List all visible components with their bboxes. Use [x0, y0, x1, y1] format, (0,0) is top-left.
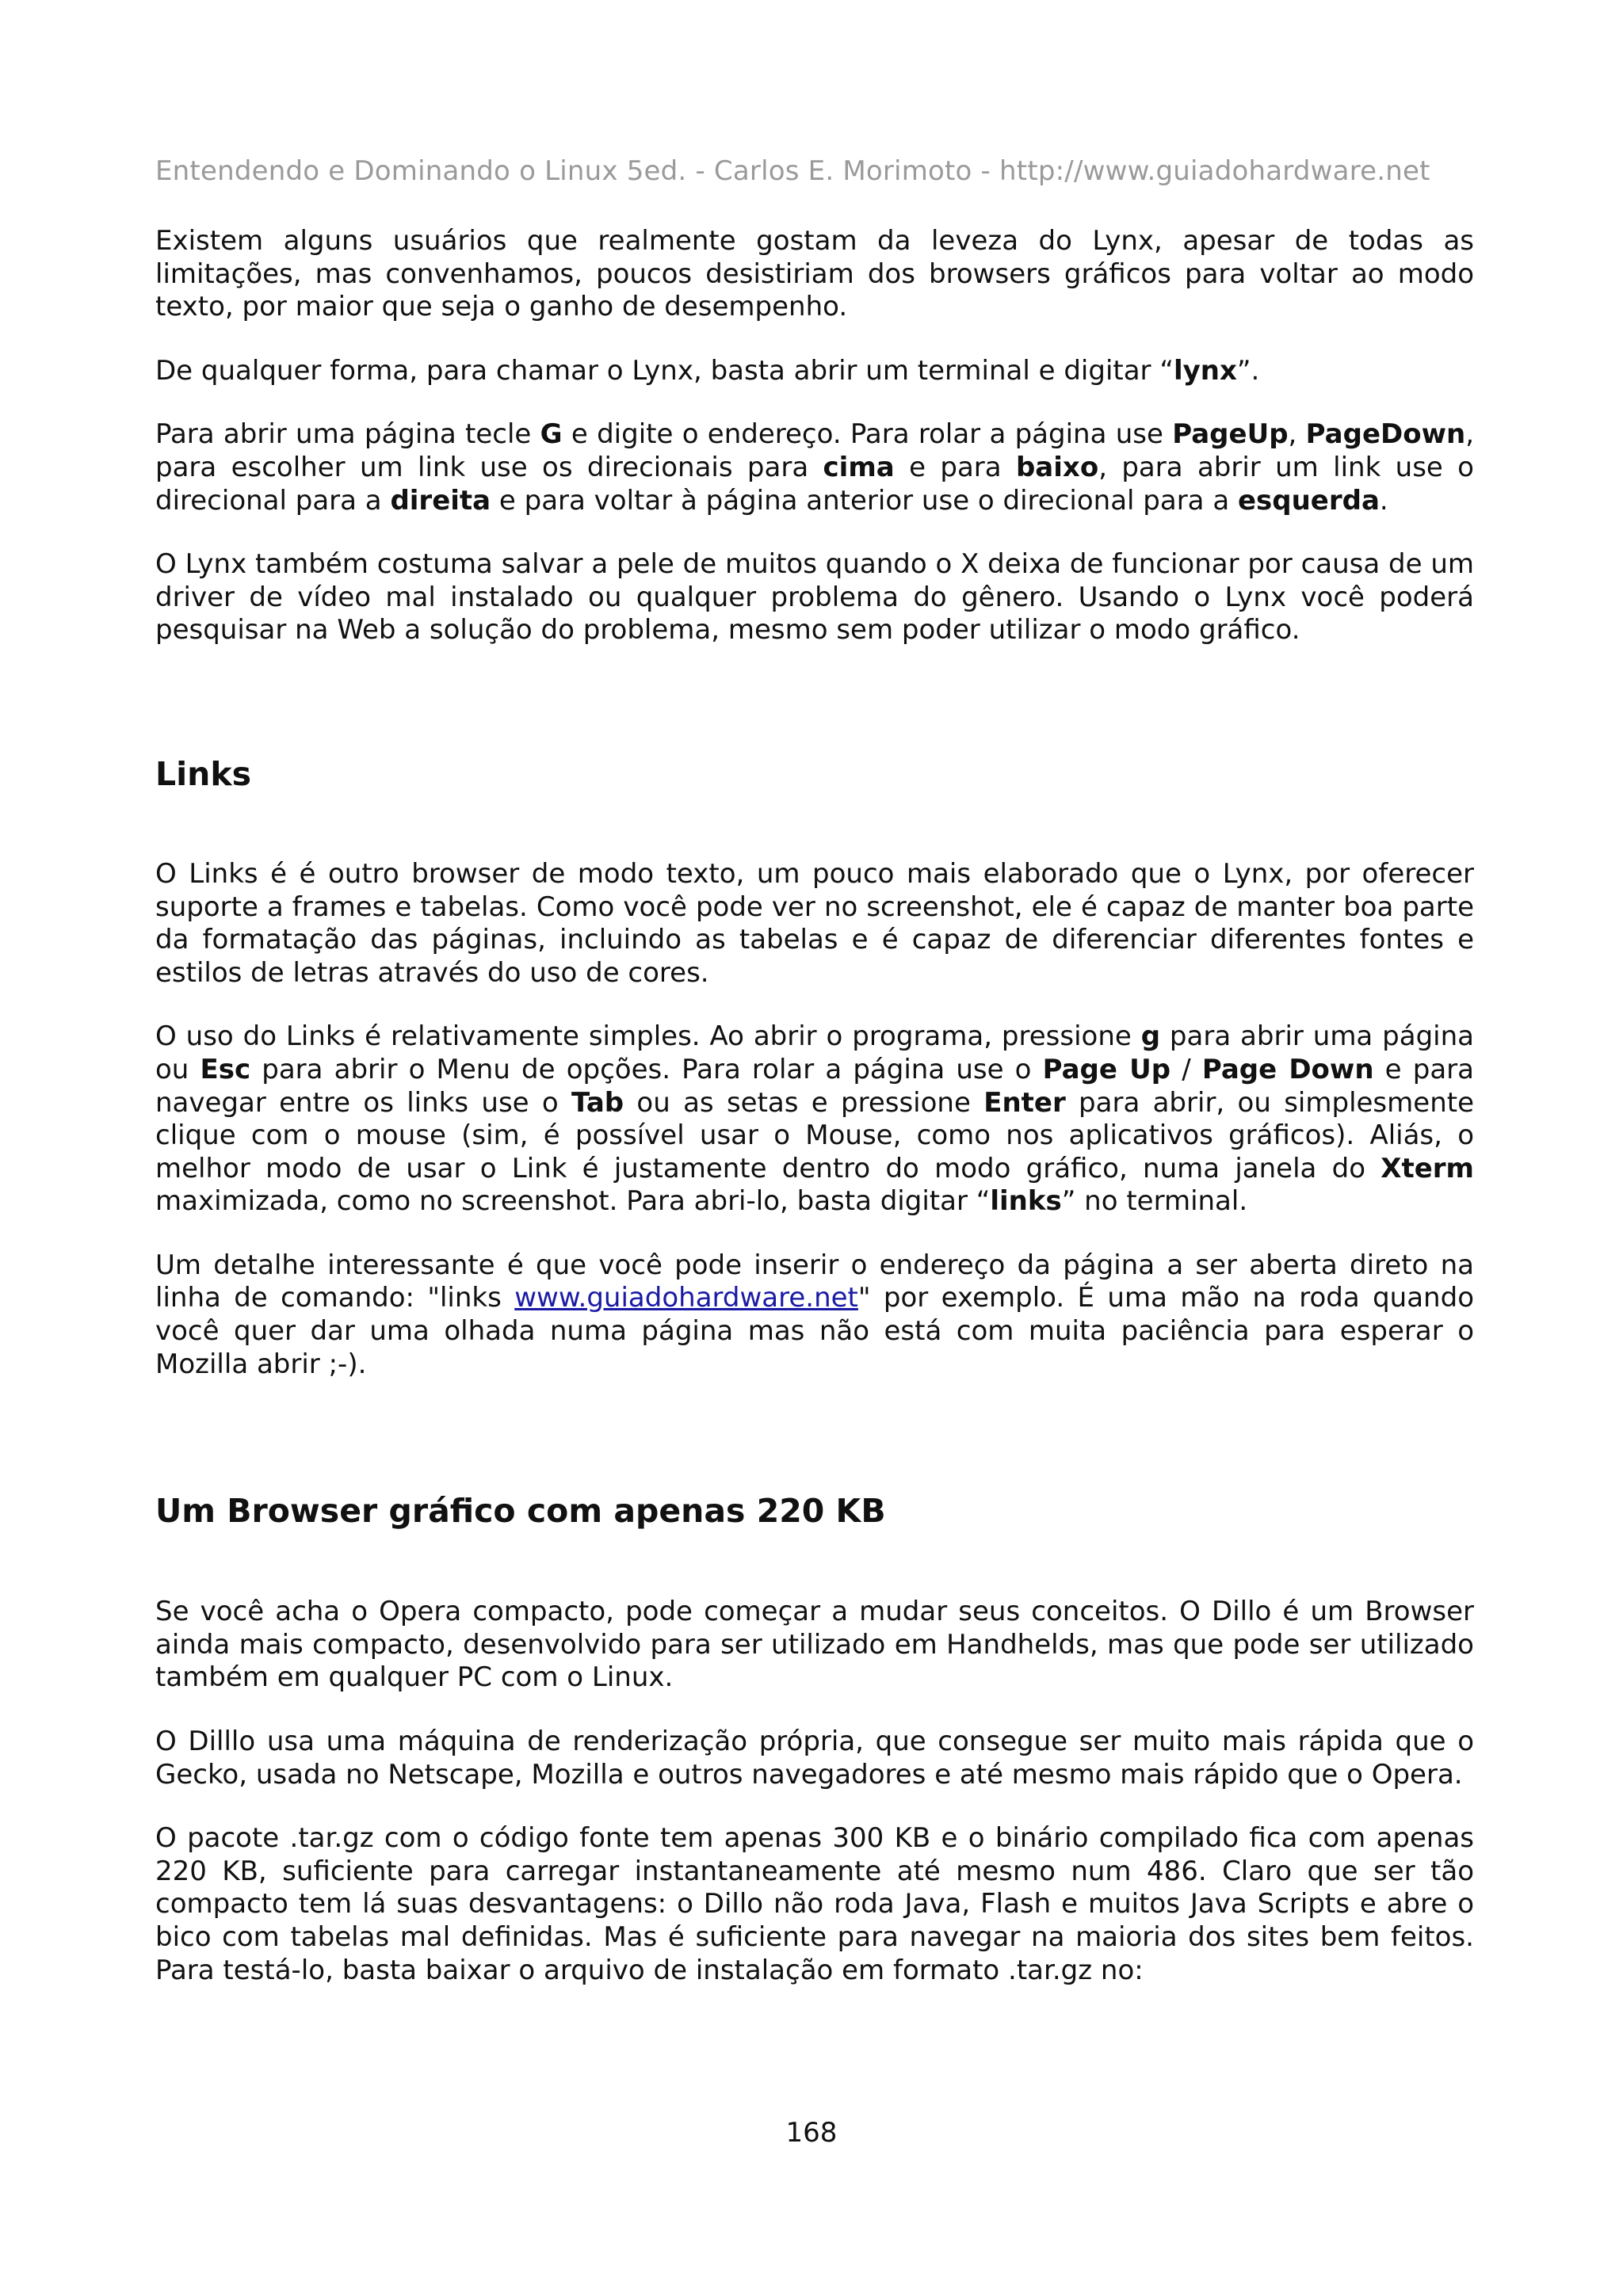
key-g: G [540, 418, 563, 451]
text-run: e digite o endereço. Para rolar a página use [562, 418, 1173, 451]
key-esc: Esc [200, 1053, 251, 1085]
lynx-paragraph-3 [155, 418, 1474, 517]
direction-cima: cima [823, 451, 895, 483]
text-run: ” no terminal. [1061, 1185, 1248, 1218]
text-run: ou as setas e pressione [624, 1086, 984, 1119]
text-run: , [1288, 418, 1306, 451]
lynx-paragraph-1: Existem alguns usuários que realmente gostam da leveza do Lynx, apesar de todas as limitações, mas convenhamos, poucos desistiriam dos browsers gráficos para voltar ao modo texto, por maior que seja o ganho de desempenho. [155, 225, 1474, 323]
running-header: Entendendo e Dominando o Linux 5ed. - Carlos E. Morimoto - http://www.guiadohardware.net [155, 155, 1430, 187]
section-title-links: Links [155, 754, 252, 793]
key-page-down: Page Down [1201, 1053, 1374, 1085]
lynx-paragraph-2 [155, 355, 1474, 388]
text-run: , para abrir um link use o direcional para a [155, 451, 1474, 517]
page-body [155, 225, 1474, 2018]
links-paragraph-1: O Links é é outro browser de modo texto, um pouco mais elaborado que o Lynx, por oferecer suporte a frames e tabelas. Como você pode ver no screenshot, ele é capaz de manter boa parte da formatação das páginas, incluindo as tabelas e é capaz de diferenciar diferentes fontes e estilos de letras através do uso de cores. [155, 857, 1474, 989]
text-run: para abrir, ou simplesmente clique com o mouse (sim, é possível usar o Mouse, como nos aplicativos gráficos). Aliás, o melhor modo de usar o Link é justamente dentro do modo gráfico, numa janela do [155, 1086, 1474, 1184]
text-run: " por exemplo. É uma mão na roda quando você quer dar uma olhada numa página mas não está com muita paciência para esperar o Mozilla abrir ;-). [155, 1282, 1474, 1380]
section-spacer [155, 794, 1474, 858]
key-page-up: Page Up [1042, 1053, 1171, 1085]
text-run: Para abrir uma página tecle [155, 418, 540, 451]
key-g: g [1140, 1020, 1161, 1053]
text-run: . [1379, 484, 1388, 517]
direction-direita: direita [390, 484, 491, 517]
guiadohardware-link[interactable]: www.guiadohardware.net [514, 1282, 858, 1314]
dillo-paragraph-1: Se você acha o Opera compacto, pode começar a mudar seus conceitos. O Dillo é um Browser ainda mais compacto, desenvolvido para ser utilizado em Handhelds, mas que pode ser utilizado também em qualquer PC com o Linux. [155, 1596, 1474, 1694]
section-title-dillo: Um Browser gráfico com apenas 220 KB [155, 1492, 886, 1531]
dillo-paragraph-2: O Dilllo usa uma máquina de renderização própria, que consegue ser muito mais rápida que o Gecko, usada no Netscape, Mozilla e outros navegadores e até mesmo mais rápido que o Opera. [155, 1726, 1474, 1791]
text-run: ”. [1236, 354, 1260, 387]
links-paragraph-2 [155, 1020, 1474, 1219]
key-pagedown: PageDown [1305, 418, 1466, 451]
text-run: De qualquer forma, para chamar o Lynx, basta abrir um terminal e digitar “ [155, 354, 1174, 387]
text-run: maximizada, como no screenshot. Para abri-lo, basta digitar “ [155, 1185, 991, 1218]
lynx-paragraph-4: O Lynx também costuma salvar a pele de muitos quando o X deixa de funcionar por causa de um driver de vídeo mal instalado ou qualquer problema do gênero. Usando o Lynx você poderá pesquisar na Web a solução do problema, mesmo sem poder utilizar o modo gráfico. [155, 548, 1474, 646]
text-run: , para escolher um link use os direcionais para [155, 418, 1475, 483]
section-spacer [155, 678, 1474, 754]
key-tab: Tab [571, 1086, 624, 1119]
key-pageup: PageUp [1172, 418, 1289, 451]
command-lynx: lynx [1173, 354, 1237, 387]
text-run: e para voltar à página anterior use o direcional para a [491, 484, 1238, 517]
text-run: O uso do Links é relativamente simples. Ao abrir o programa, pressione [155, 1020, 1141, 1053]
key-enter: Enter [983, 1086, 1066, 1119]
text-run: Um detalhe interessante é que você pode inserir o endereço da página a ser aberta direto na linha de comando: "links [155, 1249, 1474, 1314]
app-xterm: Xterm [1381, 1152, 1474, 1184]
text-run: e para navegar entre os links use o [155, 1053, 1474, 1119]
text-run: e para [894, 451, 1016, 483]
text-run: / [1170, 1053, 1202, 1085]
links-paragraph-3 [155, 1249, 1474, 1381]
section-spacer [155, 1531, 1474, 1596]
direction-baixo: baixo [1015, 451, 1099, 483]
text-run: para abrir o Menu de opções. Para rolar a página use o [250, 1053, 1043, 1085]
text-run: para abrir uma página ou [155, 1020, 1474, 1085]
dillo-paragraph-3: O pacote .tar.gz com o código fonte tem apenas 300 KB e o binário compilado fica com apenas 220 KB, suficiente para carregar instantaneamente até mesmo num 486. Claro que ser tão compacto tem lá suas desvantagens: o Dillo não roda Java, Flash e muitos Java Scripts e abre o bico com tabelas mal definidas. Mas é suficiente para navegar na maioria dos sites bem feitos. Para testá-lo, basta baixar o arquivo de instalação em formato .tar.gz no: [155, 1822, 1474, 1986]
direction-esquerda: esquerda [1237, 484, 1380, 517]
section-spacer [155, 1412, 1474, 1491]
command-links: links [990, 1185, 1062, 1218]
page-number: 168 [785, 2117, 838, 2149]
